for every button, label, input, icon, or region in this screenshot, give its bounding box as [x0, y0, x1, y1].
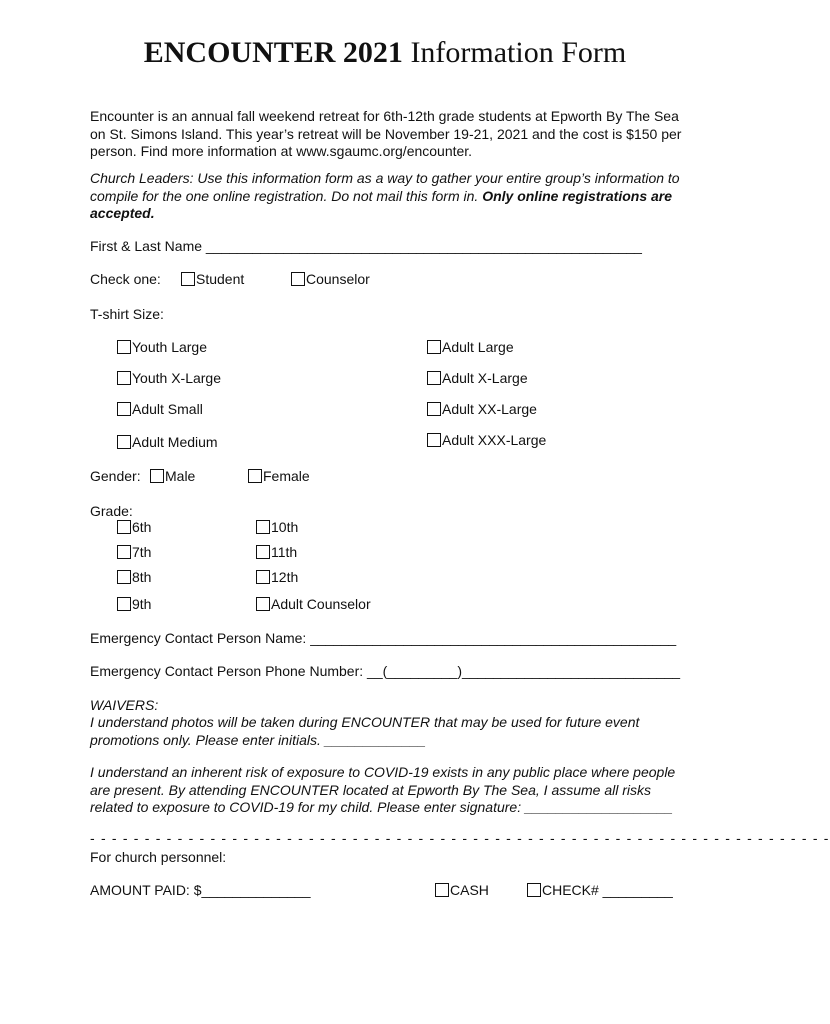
grade-7-option[interactable]: [117, 544, 151, 560]
female-option[interactable]: [248, 468, 310, 484]
student-label: Student: [196, 271, 245, 287]
adult-counselor-option[interactable]: [256, 596, 371, 612]
name-field[interactable]: First & Last Name ________________________________________________________: [90, 238, 642, 254]
grade-11-label: 11th: [271, 544, 298, 560]
adult-small-checkbox[interactable]: [117, 402, 131, 416]
church-personnel-label: For church personnel:: [90, 849, 227, 865]
grade-10-option[interactable]: [256, 519, 298, 535]
youth-large-label: Youth Large: [132, 339, 207, 355]
youth-large-option[interactable]: [117, 339, 207, 355]
church-leaders-note: [90, 170, 690, 223]
grade-8-label: 8th: [132, 569, 152, 585]
page-title: [0, 36, 770, 70]
grade-8-option[interactable]: [117, 569, 151, 585]
grade-9-option[interactable]: [117, 596, 151, 612]
grade-7-label: 7th: [132, 544, 152, 560]
student-checkbox[interactable]: [181, 272, 195, 286]
male-checkbox[interactable]: [150, 469, 164, 483]
grade-label: Grade:: [90, 503, 133, 519]
check-option[interactable]: [527, 882, 673, 898]
counselor-checkbox[interactable]: [291, 272, 305, 286]
adult-small-label: Adult Small: [132, 401, 203, 417]
student-option[interactable]: [181, 271, 244, 287]
adult-xxxlarge-label: Adult XXX-Large: [442, 432, 547, 448]
grade-8-checkbox[interactable]: [117, 570, 131, 584]
emergency-contact-phone-field[interactable]: Emergency Contact Person Phone Number: __(_________)____________________________: [90, 663, 681, 679]
adult-xxlarge-checkbox[interactable]: [427, 402, 441, 416]
female-checkbox[interactable]: [248, 469, 262, 483]
tshirt-size-label: T-shirt Size:: [90, 306, 164, 322]
grade-10-checkbox[interactable]: [256, 520, 270, 534]
youth-large-checkbox[interactable]: [117, 340, 131, 354]
adult-xxxlarge-checkbox[interactable]: [427, 433, 441, 447]
youth-xlarge-label: Youth X-Large: [132, 370, 221, 386]
church-leaders-text: Church Leaders: Use this information form as a way to gather your entire group’s information to compile for the one online registration. Do not mail this form in.: [90, 170, 680, 204]
emergency-contact-name-field[interactable]: Emergency Contact Person Name: _______________________________________________: [90, 630, 677, 646]
youth-xlarge-option[interactable]: [117, 370, 221, 386]
grade-11-option[interactable]: [256, 544, 297, 560]
grade-6-label: 6th: [132, 519, 152, 535]
adult-xlarge-option[interactable]: [427, 370, 528, 386]
female-label: Female: [263, 468, 310, 484]
adult-large-checkbox[interactable]: [427, 340, 441, 354]
intro-paragraph: Encounter is an annual fall weekend retreat for 6th-12th grade students at Epworth By The Sea on St. Simons Island. This year’s retreat will be November 19-21, 2021 and the cost is $150 per person. Find more information at www.sgaumc.org/encounter.: [90, 108, 682, 159]
cut-line-divider: - - - - - - - - - - - - - - - - - - - - - - - - - - - - - - - - - - - - - - - - - - - - - - - - - - - - - - - - - - - - - - - - - - - -: [90, 830, 830, 846]
grade-11-checkbox[interactable]: [256, 545, 270, 559]
check-number-field[interactable]: CHECK# _________: [542, 882, 673, 898]
gender-label: Gender:: [90, 468, 141, 484]
adult-large-option[interactable]: [427, 339, 514, 355]
covid-waiver[interactable]: I understand an inherent risk of exposure to COVID-19 exists in any public place where people are present. By attending ENCOUNTER located at Epworth By The Sea, I assume all risks related to exposure to COVID-19 for my child. Please enter signature: ___________________: [90, 764, 676, 815]
adult-xxlarge-option[interactable]: [427, 401, 537, 417]
youth-xlarge-checkbox[interactable]: [117, 371, 131, 385]
adult-small-option[interactable]: [117, 401, 203, 417]
grade-9-checkbox[interactable]: [117, 597, 131, 611]
adult-xlarge-checkbox[interactable]: [427, 371, 441, 385]
grade-10-label: 10th: [271, 519, 299, 535]
grade-7-checkbox[interactable]: [117, 545, 131, 559]
check-checkbox[interactable]: [527, 883, 541, 897]
adult-medium-checkbox[interactable]: [117, 435, 131, 449]
online-only-emphasis: Only online registrations are accepted.: [90, 187, 673, 221]
waivers-heading: WAIVERS:: [90, 697, 159, 713]
counselor-option[interactable]: [291, 271, 370, 287]
adult-counselor-label: Adult Counselor: [271, 596, 371, 612]
adult-xxxlarge-option[interactable]: [427, 432, 546, 448]
grade-12-checkbox[interactable]: [256, 570, 270, 584]
adult-medium-label: Adult Medium: [132, 434, 218, 450]
photo-waiver[interactable]: I understand photos will be taken during ENCOUNTER that may be used for future event promotions only. Please enter initials. _____________: [90, 714, 640, 748]
adult-xlarge-label: Adult X-Large: [442, 370, 528, 386]
check-one-label: Check one:: [90, 271, 161, 287]
adult-medium-option[interactable]: [117, 434, 218, 450]
grade-6-option[interactable]: [117, 519, 151, 535]
cash-checkbox[interactable]: [435, 883, 449, 897]
title-rest: Information Form: [402, 36, 627, 69]
title-bold: ENCOUNTER 2021: [143, 36, 403, 69]
grade-6-checkbox[interactable]: [117, 520, 131, 534]
cash-label: CASH: [450, 882, 489, 898]
amount-paid-field[interactable]: AMOUNT PAID: $______________: [90, 882, 311, 898]
counselor-label: Counselor: [306, 271, 370, 287]
grade-12-option[interactable]: [256, 569, 298, 585]
adult-large-label: Adult Large: [442, 339, 514, 355]
male-label: Male: [165, 468, 196, 484]
cash-option[interactable]: [435, 882, 489, 898]
adult-xxlarge-label: Adult XX-Large: [442, 401, 537, 417]
grade-12-label: 12th: [271, 569, 299, 585]
adult-counselor-checkbox[interactable]: [256, 597, 270, 611]
male-option[interactable]: [150, 468, 195, 484]
grade-9-label: 9th: [132, 596, 152, 612]
